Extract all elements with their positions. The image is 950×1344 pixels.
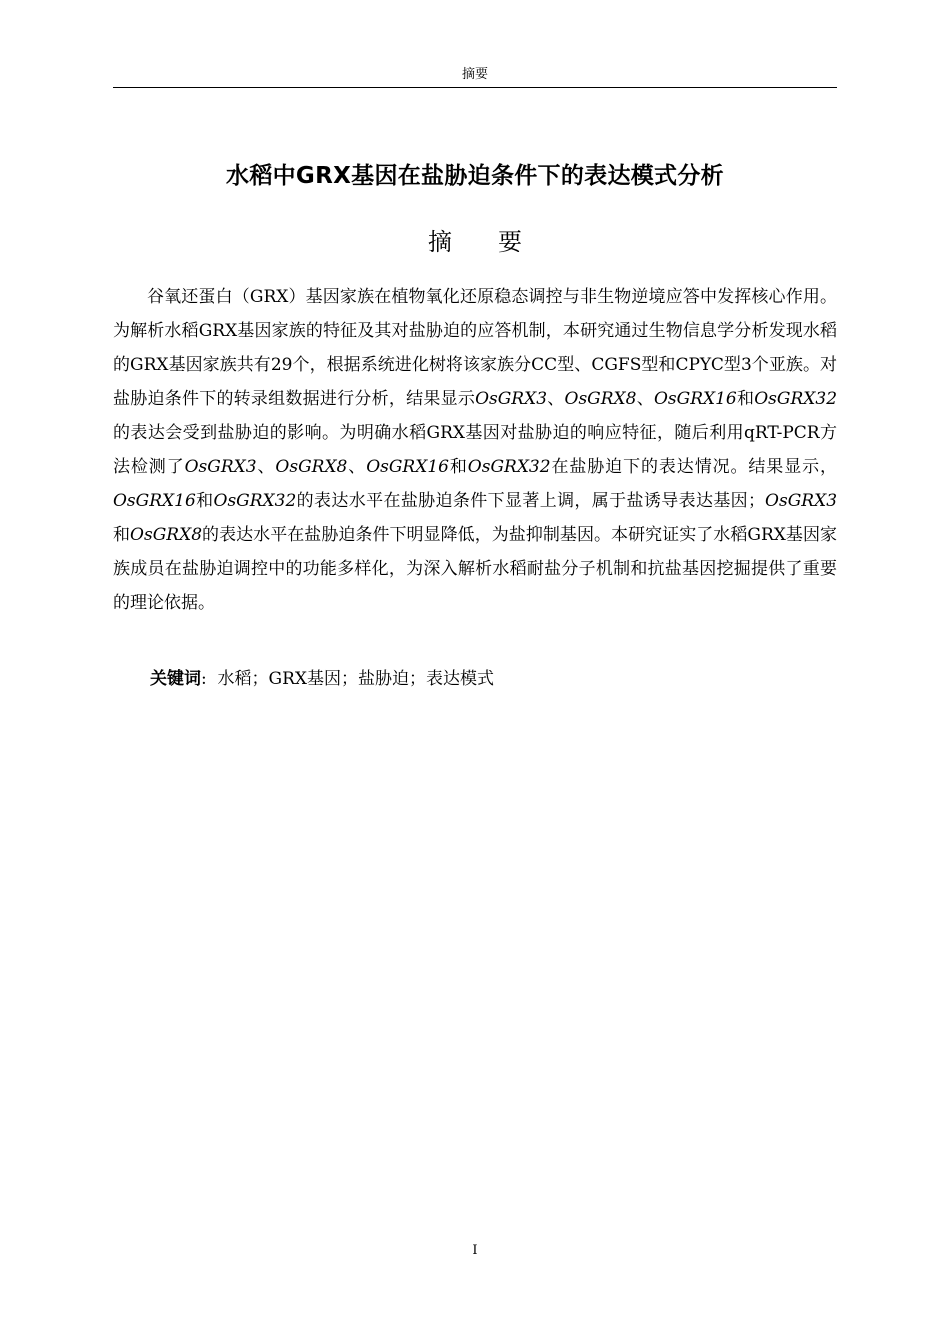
paper-title: 水稻中GRX基因在盐胁迫条件下的表达模式分析 (226, 163, 724, 189)
gene-name: OsGRX32 (467, 457, 551, 477)
abstract-text: 和 (736, 389, 755, 409)
abstract-heading-char-2: 要 (498, 228, 522, 256)
keywords-label: 关键词 (150, 669, 201, 689)
gene-name: OsGRX32 (213, 491, 297, 511)
abstract-text: 、 (547, 389, 565, 409)
running-header: 摘要 (461, 67, 488, 82)
gene-name: OsGRX8 (564, 389, 637, 409)
abstract-text: 和 (448, 457, 468, 477)
gene-name: OsGRX3 (184, 457, 257, 477)
abstract-heading-char-1: 摘 (428, 228, 452, 256)
gene-name: OsGRX32 (754, 389, 838, 409)
abstract-text: 的表达水平在盐胁迫条件下明显降低，为盐抑制基因。本研究证实了水稻GRX基因家族成员在盐胁迫调控中的功能多样化，为深入解析水稻耐盐分子机制和抗盐基因挖掘提供了重要的理论依据。 (113, 525, 838, 613)
abstract-heading (113, 225, 837, 259)
abstract-text: 、 (347, 457, 367, 477)
gene-name: OsGRX8 (130, 525, 203, 545)
abstract-text: 的表达会受到盐胁迫的影响。为明确水稻GRX基因对盐胁迫的响应特征，随后利用qRT-PCR方法检测了 (113, 423, 837, 477)
keywords-separator: : (201, 669, 207, 689)
gene-name: OsGRX3 (475, 389, 548, 409)
gene-name: OsGRX3 (765, 491, 838, 511)
gene-name: OsGRX8 (275, 457, 348, 477)
page-number: I (472, 1243, 478, 1258)
header-rule (113, 87, 837, 88)
abstract-text: 和 (195, 491, 214, 511)
gene-name: OsGRX16 (653, 389, 737, 409)
keywords-values: 水稻；GRX基因；盐胁迫；表达模式 (217, 669, 495, 689)
abstract-text: 、 (256, 457, 276, 477)
gene-name: OsGRX16 (366, 457, 449, 477)
abstract-text: 和 (113, 525, 131, 545)
keywords-line (150, 664, 840, 694)
abstract-text: 的表达水平在盐胁迫条件下显著上调，属于盐诱导表达基因； (296, 491, 766, 511)
abstract-text: 谷氧还蛋白（GRX）基因家族在植物氧化还原稳态调控与非生物逆境应答中发挥核心作用。为解析水稻GRX基因家族的特征及其对盐胁迫的应答机制，本研究通过生物信息学分析发现水稻的GRX基因家族共有29个，根据系统进化树将该家族分CC型、CGFS型和CPYC型3个亚族。对盐胁迫条件下的转录组数据进行分析，结果显示 (113, 287, 837, 409)
abstract-paragraph (113, 280, 837, 620)
abstract-text: 、 (636, 389, 654, 409)
abstract-text: 在盐胁迫下的表达情况。结果显示， (550, 457, 838, 477)
gene-name: OsGRX16 (113, 491, 196, 511)
